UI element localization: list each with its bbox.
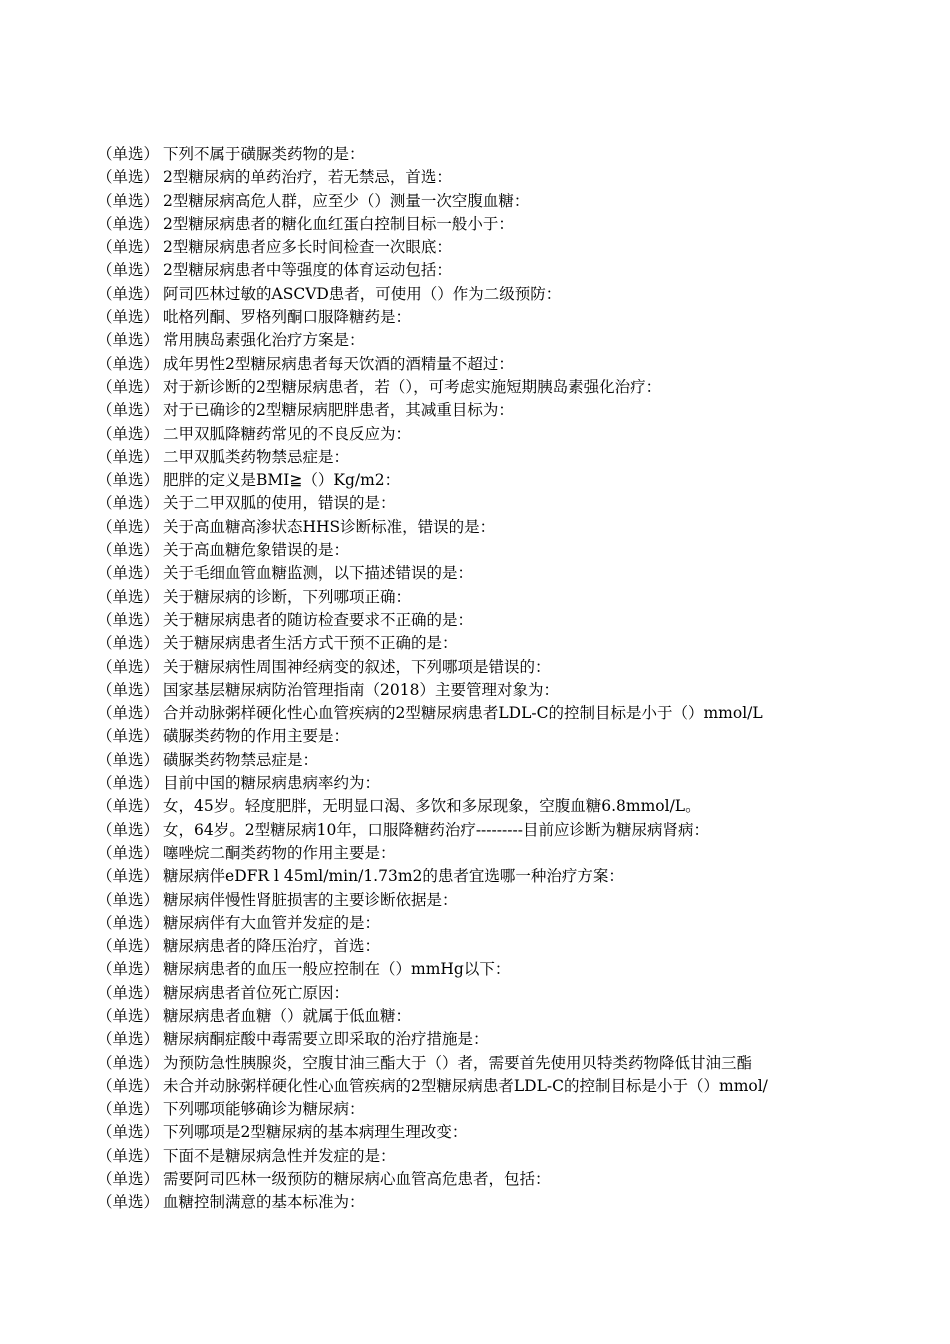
question-type-label: （单选） bbox=[97, 1030, 160, 1049]
question-text: 糖尿病患者首位死亡原因： bbox=[163, 983, 350, 1002]
question-item bbox=[97, 423, 917, 446]
question-list bbox=[97, 143, 917, 1215]
question-type-label: （单选） bbox=[97, 1193, 160, 1212]
question-item bbox=[97, 749, 917, 772]
question-text: 2型糖尿病患者中等强度的体育运动包括： bbox=[163, 261, 452, 280]
question-text: 磺脲类药物禁忌症是： bbox=[163, 750, 319, 769]
question-item bbox=[97, 469, 917, 492]
question-item bbox=[97, 865, 917, 888]
question-item bbox=[97, 166, 917, 189]
question-item bbox=[97, 958, 917, 981]
question-item bbox=[97, 656, 917, 679]
question-item bbox=[97, 819, 917, 842]
question-text: 关于糖尿病性周围神经病变的叙述，下列哪项是错误的： bbox=[163, 657, 551, 676]
question-text: 成年男性2型糖尿病患者每天饮酒的酒精量不超过： bbox=[163, 354, 514, 373]
question-text: 关于二甲双胍的使用，错误的是： bbox=[163, 494, 396, 513]
question-item bbox=[97, 609, 917, 632]
question-text: 需要阿司匹林一级预防的糖尿病心血管高危患者，包括： bbox=[163, 1170, 551, 1189]
question-type-label: （单选） bbox=[97, 820, 160, 839]
question-type-label: （单选） bbox=[97, 471, 160, 490]
question-text: 对于已确诊的2型糖尿病肥胖患者，其减重目标为： bbox=[163, 401, 514, 420]
question-type-label: （单选） bbox=[97, 937, 160, 956]
question-type-label: （单选） bbox=[97, 331, 160, 350]
question-item bbox=[97, 935, 917, 958]
question-type-label: （单选） bbox=[97, 168, 160, 187]
question-type-label: （单选） bbox=[97, 424, 160, 443]
question-item bbox=[97, 329, 917, 352]
question-text: 血糖控制满意的基本标准为： bbox=[163, 1193, 365, 1212]
question-type-label: （单选） bbox=[97, 1100, 160, 1119]
question-text: 2型糖尿病的单药治疗，若无禁忌，首选： bbox=[163, 168, 452, 187]
question-type-label: （单选） bbox=[97, 308, 160, 327]
question-type-label: （单选） bbox=[97, 704, 160, 723]
question-text: 女，64岁。2型糖尿病10年，口服降糖药治疗---------目前应诊断为糖尿病肾病： bbox=[163, 820, 709, 839]
question-text: 糖尿病伴eDFR l 45ml/min/1.73m2的患者宜选哪一种治疗方案： bbox=[163, 867, 624, 886]
question-text: 肥胖的定义是BMI≧（）Kg/m2： bbox=[163, 471, 401, 490]
question-item bbox=[97, 492, 917, 515]
question-text: 关于毛细血管血糖监测，以下描述错误的是： bbox=[163, 564, 474, 583]
question-item bbox=[97, 259, 917, 282]
question-type-label: （单选） bbox=[97, 145, 160, 163]
question-type-label: （单选） bbox=[97, 750, 160, 769]
question-text: 关于糖尿病患者生活方式干预不正确的是： bbox=[163, 634, 458, 653]
question-text: 下列不属于磺脲类药物的是： bbox=[163, 145, 365, 163]
question-type-label: （单选） bbox=[97, 238, 160, 257]
question-item bbox=[97, 1121, 917, 1144]
question-type-label: （单选） bbox=[97, 1006, 160, 1025]
question-text: 目前中国的糖尿病患病率约为： bbox=[163, 774, 381, 793]
question-item bbox=[97, 1098, 917, 1121]
question-item bbox=[97, 539, 917, 562]
question-item bbox=[97, 376, 917, 399]
question-type-label: （单选） bbox=[97, 1076, 160, 1095]
question-type-label: （单选） bbox=[97, 867, 160, 886]
question-item bbox=[97, 1028, 917, 1051]
question-item bbox=[97, 236, 917, 259]
question-text: 吡格列酮、罗格列酮口服降糖药是： bbox=[163, 308, 412, 327]
question-item bbox=[97, 143, 917, 166]
question-type-label: （单选） bbox=[97, 797, 160, 816]
question-item bbox=[97, 982, 917, 1005]
question-type-label: （单选） bbox=[97, 1123, 160, 1142]
question-item bbox=[97, 1145, 917, 1168]
question-item bbox=[97, 1191, 917, 1214]
question-text: 对于新诊断的2型糖尿病患者，若（），可考虑实施短期胰岛素强化治疗： bbox=[163, 377, 662, 396]
question-type-label: （单选） bbox=[97, 890, 160, 909]
question-type-label: （单选） bbox=[97, 214, 160, 233]
question-item bbox=[97, 889, 917, 912]
question-type-label: （单选） bbox=[97, 1146, 160, 1165]
question-type-label: （单选） bbox=[97, 960, 160, 979]
question-type-label: （单选） bbox=[97, 401, 160, 420]
question-item bbox=[97, 446, 917, 469]
question-item bbox=[97, 1005, 917, 1028]
question-item bbox=[97, 725, 917, 748]
question-type-label: （单选） bbox=[97, 657, 160, 676]
question-item bbox=[97, 283, 917, 306]
question-item bbox=[97, 912, 917, 935]
question-text: 女，45岁。轻度肥胖，无明显口渴、多饮和多尿现象，空腹血糖6.8mmol/L。 bbox=[163, 797, 701, 816]
question-text: 下面不是糖尿病急性并发症的是： bbox=[163, 1146, 396, 1165]
question-item bbox=[97, 1075, 917, 1098]
question-type-label: （单选） bbox=[97, 517, 160, 536]
question-type-label: （单选） bbox=[97, 634, 160, 653]
question-item bbox=[97, 842, 917, 865]
question-item bbox=[97, 353, 917, 376]
question-type-label: （单选） bbox=[97, 983, 160, 1002]
question-type-label: （单选） bbox=[97, 1170, 160, 1189]
question-type-label: （单选） bbox=[97, 843, 160, 862]
question-text: 关于糖尿病患者的随访检查要求不正确的是： bbox=[163, 610, 474, 629]
question-text: 常用胰岛素强化治疗方案是： bbox=[163, 331, 365, 350]
question-type-label: （单选） bbox=[97, 727, 160, 746]
question-item bbox=[97, 586, 917, 609]
question-text: 糖尿病患者的血压一般应控制在（）mmHg以下： bbox=[163, 960, 511, 979]
question-text: 二甲双胍降糖药常见的不良反应为： bbox=[163, 424, 412, 443]
question-type-label: （单选） bbox=[97, 284, 160, 303]
question-text: 阿司匹林过敏的ASCVD患者，可使用（）作为二级预防： bbox=[163, 284, 562, 303]
question-type-label: （单选） bbox=[97, 587, 160, 606]
question-item bbox=[97, 516, 917, 539]
question-type-label: （单选） bbox=[97, 774, 160, 793]
question-text: 下列哪项能够确诊为糖尿病： bbox=[163, 1100, 365, 1119]
question-text: 下列哪项是2型糖尿病的基本病理生理改变： bbox=[163, 1123, 468, 1142]
question-type-label: （单选） bbox=[97, 377, 160, 396]
question-text: 糖尿病患者的降压治疗，首选： bbox=[163, 937, 381, 956]
question-text: 关于高血糖高渗状态HHS诊断标准，错误的是： bbox=[163, 517, 496, 536]
question-type-label: （单选） bbox=[97, 354, 160, 373]
question-item bbox=[97, 795, 917, 818]
question-text: 关于糖尿病的诊断，下列哪项正确： bbox=[163, 587, 412, 606]
question-text: 磺脲类药物的作用主要是： bbox=[163, 727, 350, 746]
question-item bbox=[97, 632, 917, 655]
question-type-label: （单选） bbox=[97, 261, 160, 280]
question-item bbox=[97, 213, 917, 236]
question-item bbox=[97, 679, 917, 702]
question-text: 关于高血糖危象错误的是： bbox=[163, 541, 350, 560]
question-item bbox=[97, 772, 917, 795]
question-text: 为预防急性胰腺炎，空腹甘油三酯大于（）者，需要首先使用贝特类药物降低甘油三酯 bbox=[163, 1053, 753, 1072]
question-type-label: （单选） bbox=[97, 191, 160, 210]
question-text: 糖尿病酮症酸中毒需要立即采取的治疗措施是： bbox=[163, 1030, 489, 1049]
question-text: 未合并动脉粥样硬化性心血管疾病的2型糖尿病患者LDL-C的控制目标是小于（）mmol/ bbox=[163, 1076, 768, 1095]
question-item bbox=[97, 562, 917, 585]
question-text: 糖尿病患者血糖（）就属于低血糖： bbox=[163, 1006, 412, 1025]
question-type-label: （单选） bbox=[97, 680, 160, 699]
question-text: 二甲双胍类药物禁忌症是： bbox=[163, 447, 350, 466]
question-type-label: （单选） bbox=[97, 610, 160, 629]
question-text: 国家基层糖尿病防治管理指南（2018）主要管理对象为： bbox=[163, 680, 559, 699]
question-text: 合并动脉粥样硬化性心血管疾病的2型糖尿病患者LDL-C的控制目标是小于（）mmol/L bbox=[163, 704, 763, 723]
question-type-label: （单选） bbox=[97, 564, 160, 583]
question-item bbox=[97, 306, 917, 329]
question-text: 糖尿病伴慢性肾脏损害的主要诊断依据是： bbox=[163, 890, 458, 909]
question-type-label: （单选） bbox=[97, 447, 160, 466]
question-type-label: （单选） bbox=[97, 494, 160, 513]
question-item bbox=[97, 1168, 917, 1191]
question-type-label: （单选） bbox=[97, 913, 160, 932]
question-type-label: （单选） bbox=[97, 1053, 160, 1072]
question-text: 2型糖尿病高危人群，应至少（）测量一次空腹血糖： bbox=[163, 191, 530, 210]
question-item bbox=[97, 1052, 917, 1075]
question-type-label: （单选） bbox=[97, 541, 160, 560]
question-item bbox=[97, 399, 917, 422]
question-item bbox=[97, 702, 917, 725]
question-text: 2型糖尿病患者应多长时间检查一次眼底： bbox=[163, 238, 452, 257]
question-text: 噻唑烷二酮类药物的作用主要是： bbox=[163, 843, 396, 862]
question-text: 糖尿病伴有大血管并发症的是： bbox=[163, 913, 381, 932]
question-text: 2型糖尿病患者的糖化血红蛋白控制目标一般小于： bbox=[163, 214, 514, 233]
question-item bbox=[97, 190, 917, 213]
